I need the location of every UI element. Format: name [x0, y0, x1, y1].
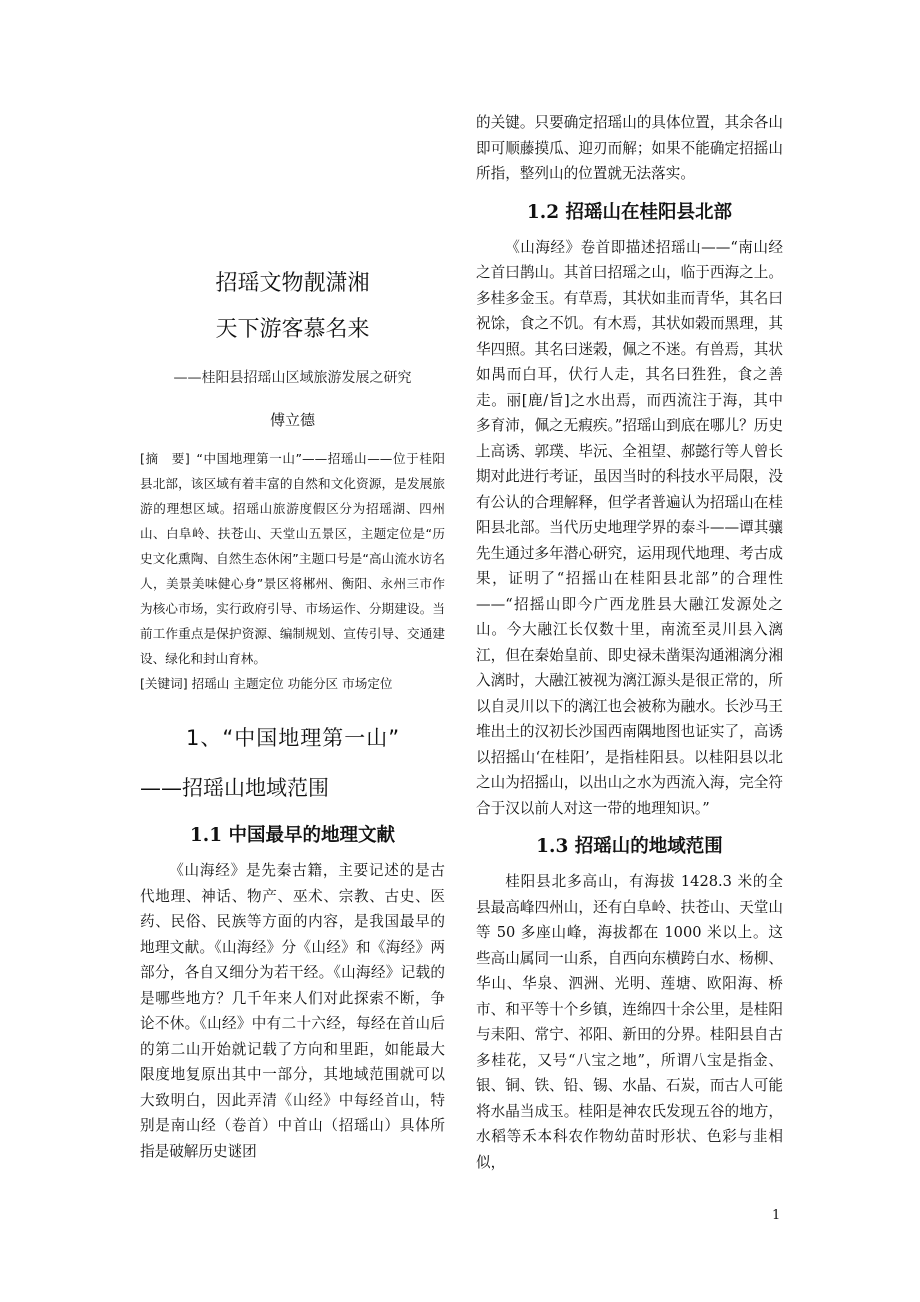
paragraph-1-1: 《山海经》是先秦古籍，主要记述的是古代地理、神话、物产、巫术、宗教、古史、医药、民俗、民族等方面的内容，是我国最早的地理文献。《山海经》分《山经》和《海经》两部分，各自又细分为若干经。《山海经》记载的是哪些地方？几千年来人们对此探索不断，争论不休。《山经》中有二十六经，每经在首山后的第二山开始就记载了方向和里距，如能最大限度地复原出其中一部分，其地域范围就可以大致明白，因此弄清《山经》中每经首山，特别是南山经（卷首）中首山（招瑶山）具体所指是破解历史谜团 [140, 862, 445, 1160]
title-line-2: 天下游客慕名来 [215, 317, 370, 342]
chapter-heading-line-1: 1、“中国地理第一山” [186, 726, 401, 750]
paragraph-1-1-continued: 的关键。只要确定招瑶山的具体位置，其余各山即可顺藤摸瓜、迎刃而解；如果不能确定招摇山所指，整列山的位置就无法落实。 [476, 114, 783, 182]
left-column [140, 255, 445, 1164]
chapter-heading-line-2: ——招瑶山地域范围 [140, 776, 329, 800]
abstract-label: [摘 要] [140, 451, 190, 466]
paragraph-1-3: 桂阳县北多高山，有海拔 1428.3 米的全县最高峰四州山，还有白阜岭、扶苍山、天堂山等 50 多座山峰，海拔都在 1000 米以上。这些高山属同一山系，自西向东横跨白水、杨柳、华山、华泉、泗洲、光明、莲塘、欧阳海、桥市、和平等十个乡镇，连绵四十余公里，是桂阳与耒阳、常宁、祁阳、新田的分界。桂阳县自古多桂花，又号“八宝之地”，所谓八宝是指金、银、铜、铁、铅、锡、水晶、石炭，而古人可能将水晶当成玉。桂阳是神农氏发现五谷的地方，水稻等禾本科农作物幼苗时形状、色彩与韭相似， [476, 873, 783, 1171]
abstract-text: “中国地理第一山”——招瑶山——位于桂阳县北部，该区域有着丰富的自然和文化资源，是发展旅游的理想区域。招瑶山旅游度假区分为招瑶湖、四州山、白阜岭、扶苍山、天堂山五景区，主题定位是“历史文化熏陶、自然生态休闲”主题口号是“高山流水访名人，美景美味健心身”景区将郴州、衡阳、永州三市作为核心市场，实行政府引导、市场运作、分期建设。当前工作重点是保护资源、编制规划、宣传引导、交通建设、绿化和封山育林。 [140, 451, 445, 666]
section-heading-1-1: 1.1 中国最早的地理文献 [189, 825, 396, 846]
title-line-1: 招瑶文物靓潇湘 [215, 271, 370, 296]
paragraph-1-2: 《山海经》卷首即描述招瑶山——“南山经之首曰鹊山。其首曰招瑶之山，临于西海之上。多桂多金玉。有草焉，其状如韭而青华，其名曰祝馀，食之不饥。有木焉，其状如榖而黑理，其华四照。其名曰迷榖，佩之不迷。有兽焉，其状如禺而白耳，伏行人走，其名曰狌狌，食之善走。丽[鹿/旨]之水出焉，而西流注于海，其中多育沛，佩之无瘕疾。”招瑶山到底在哪儿？历史上高诱、郭璞、毕沅、全祖望、郝懿行等人曾长期对此进行考证，虽因当时的科技水平局限，没有公认的合理解释，但学者普遍认为招瑶山在桂阳县北部。当代历史地理学界的泰斗——谭其骧先生通过多年潜心研究，运用现代地理、考古成果，证明了“招摇山在桂阳县北部”的合理性——“招摇山即今广西龙胜县大融江发源处之山。今大融江长仅数十里，南流至灵川县入漓江，但在秦始皇前、即史禄未凿渠沟通湘漓分湘入漓时，大融江被视为漓江源头是很正常的，所以自灵川以下的漓江也会被称为融水。长沙马王堆出土的汉初长沙国西南隅地图也证实了，高诱以招摇山‘在桂阳’，是指桂阳县。以桂阳县以北之山为招摇山，以出山之水为西流入海，完全符合于汉以前人对这一带的地理知识。” [476, 238, 783, 817]
chapter-heading [140, 716, 445, 810]
section-heading-1-2: 1.2 招瑶山在桂阳县北部 [526, 201, 733, 223]
subtitle: ——桂阳县招瑶山区域旅游发展之研究 [173, 370, 412, 386]
right-column [476, 110, 783, 1175]
page-number: 1 [772, 1208, 781, 1223]
keywords: [关键词] 招瑶山 主题定位 功能分区 市场定位 [140, 676, 393, 691]
abstract [140, 446, 445, 671]
author: 傅立德 [269, 411, 315, 429]
section-heading-1-3: 1.3 招瑶山的地域范围 [536, 836, 723, 857]
